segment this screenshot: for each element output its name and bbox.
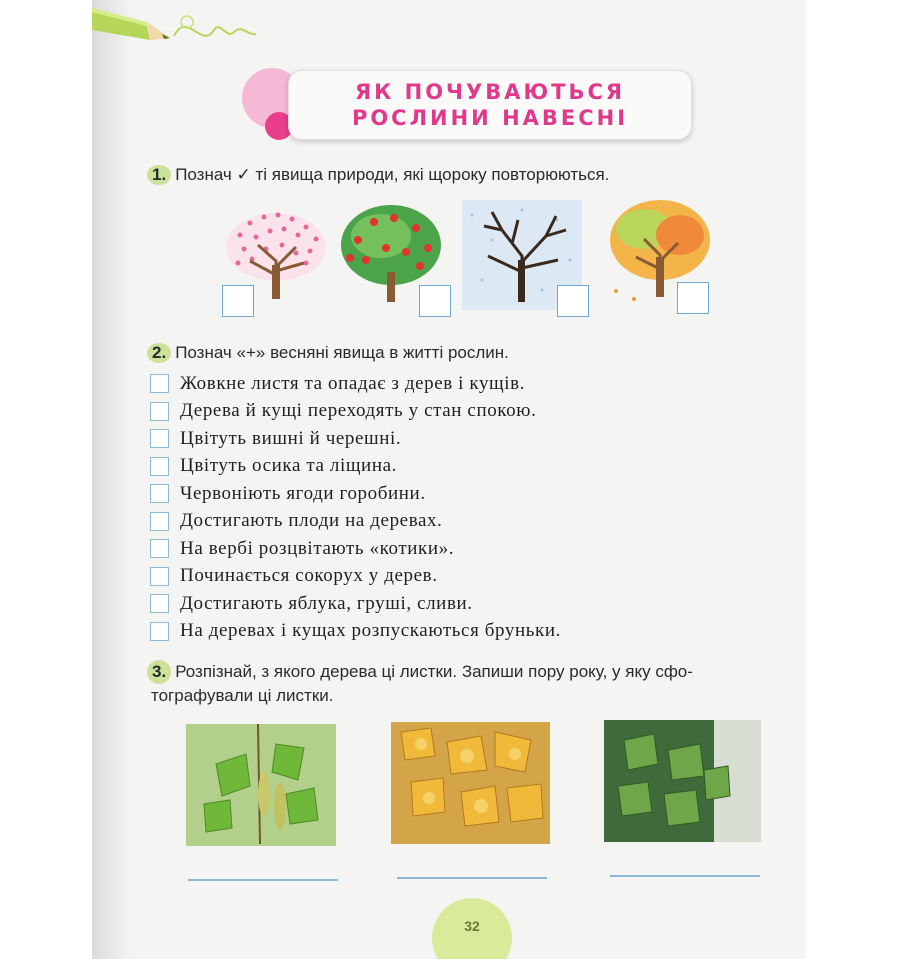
list-item: На вербі розцвітають «котики». bbox=[150, 535, 561, 563]
list-item: Дерева й кущі переходять у стан спокою. bbox=[150, 398, 561, 426]
list-item: Достигають яблука, груші, сливи. bbox=[150, 590, 561, 618]
list-checkbox[interactable] bbox=[150, 622, 169, 641]
list-checkbox[interactable] bbox=[150, 539, 169, 558]
checkbox-winter-tree[interactable] bbox=[557, 285, 589, 317]
task-3-text-line-2: тографували ці листки. bbox=[151, 686, 334, 705]
page-number: 32 bbox=[464, 918, 480, 934]
list-checkbox[interactable] bbox=[150, 594, 169, 613]
spring-birch-leaves-photo bbox=[186, 724, 336, 846]
list-checkbox[interactable] bbox=[150, 457, 169, 476]
title-line-2: РОСЛИНИ НАВЕСНІ bbox=[351, 106, 629, 130]
list-checkbox[interactable] bbox=[150, 484, 169, 503]
spring-phenomena-list bbox=[150, 370, 561, 645]
autumn-birch-leaves-photo bbox=[391, 722, 550, 844]
list-item: Цвітуть осика та ліщина. bbox=[150, 453, 561, 481]
list-item: Жовкне листя та опадає з дерев і кущів. bbox=[150, 370, 561, 398]
list-item: Червоніють ягоди горобини. bbox=[150, 480, 561, 508]
answer-line-2[interactable] bbox=[397, 877, 547, 879]
answer-line-1[interactable] bbox=[188, 879, 338, 881]
task-2-text: Познач «+» весняні явища в житті рослин. bbox=[175, 343, 509, 362]
task-3-heading bbox=[147, 660, 693, 708]
list-item: На деревах і кущах розпускаються бруньки. bbox=[150, 618, 561, 646]
page-number-badge bbox=[432, 898, 512, 959]
answer-line-3[interactable] bbox=[610, 875, 760, 877]
list-item: Починається сокорух у дерев. bbox=[150, 563, 561, 591]
title-line-1: ЯК ПОЧУВАЮТЬСЯ bbox=[354, 80, 626, 104]
checkbox-autumn-tree[interactable] bbox=[677, 282, 709, 314]
task-1-heading bbox=[147, 165, 609, 185]
summer-birch-leaves-photo bbox=[604, 720, 761, 842]
list-checkbox[interactable] bbox=[150, 402, 169, 421]
list-item: Цвітуть вишні й черешні. bbox=[150, 425, 561, 453]
task-1-text: Познач ✓ ті явища природи, які щороку повторюються. bbox=[175, 165, 610, 184]
list-checkbox[interactable] bbox=[150, 429, 169, 448]
checkbox-spring-tree[interactable] bbox=[222, 285, 254, 317]
workbook-page bbox=[92, 0, 806, 959]
task-3-text-line-1: Розпізнай, з якого дерева ці листки. Запиши пору року, у яку сфо- bbox=[175, 662, 693, 681]
list-checkbox[interactable] bbox=[150, 567, 169, 586]
lesson-title bbox=[288, 70, 692, 140]
task-3-number: 3. bbox=[147, 660, 171, 684]
list-item: Достигають плоди на деревах. bbox=[150, 508, 561, 536]
task-2-heading bbox=[147, 343, 509, 363]
list-checkbox[interactable] bbox=[150, 374, 169, 393]
pencil-icon bbox=[92, 0, 292, 60]
checkbox-summer-tree[interactable] bbox=[419, 285, 451, 317]
task-1-number: 1. bbox=[147, 165, 171, 185]
list-checkbox[interactable] bbox=[150, 512, 169, 531]
task-2-number: 2. bbox=[147, 343, 171, 363]
